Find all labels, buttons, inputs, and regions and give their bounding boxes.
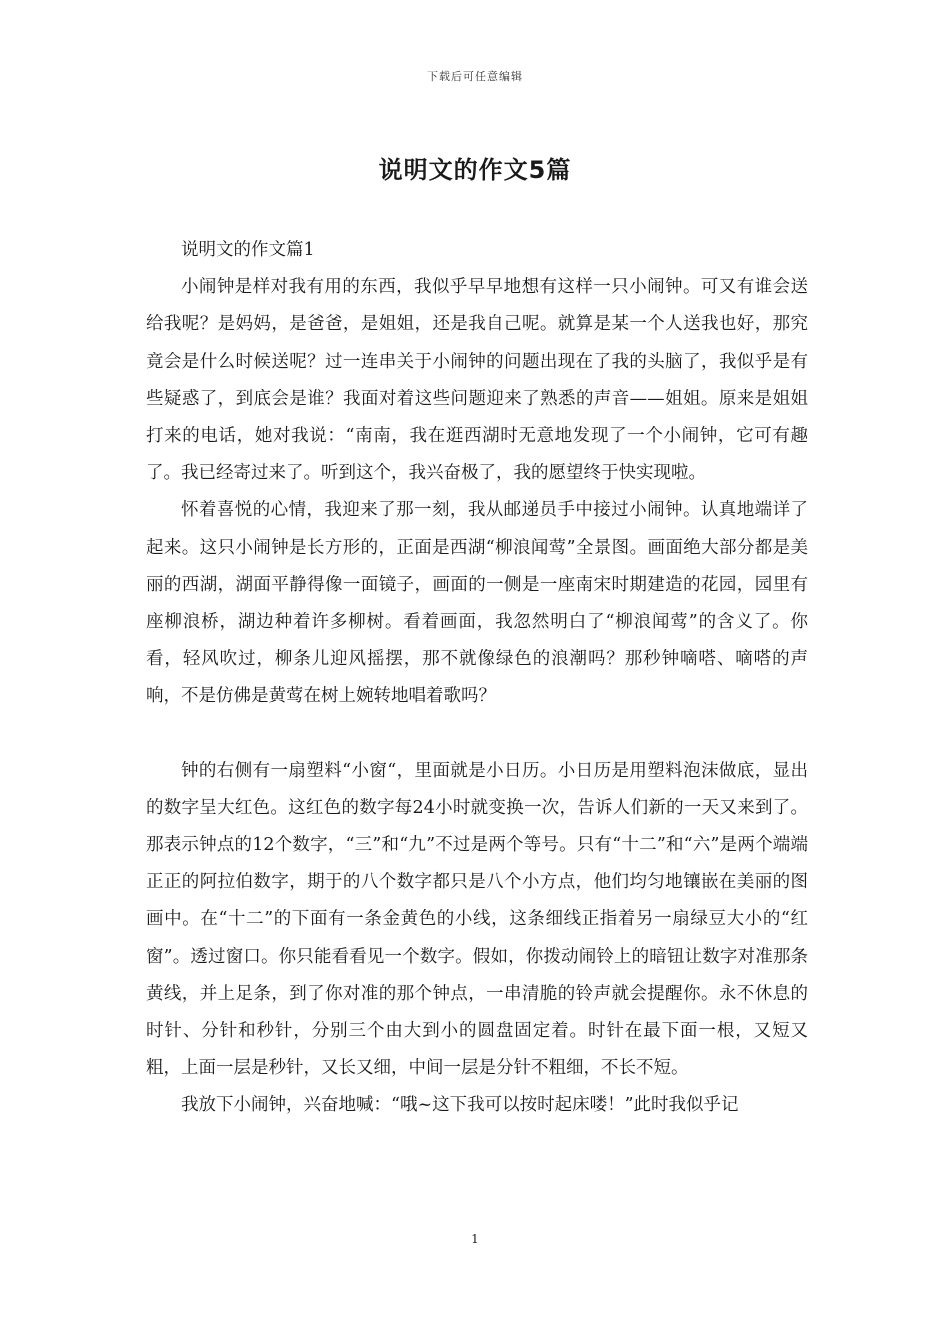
paragraph-1: 小闹钟是样对我有用的东西，我似乎早早地想有这样一只小闹钟。可又有谁会送给我呢？是妈妈，是爸爸，是姐姐，还是我自己呢。就算是某一个人送我也好，那究竟会是什么时候送呢？过一连串关于小闹钟的问题出现在了我的头脑了，我似乎是有些疑惑了，到底会是谁？我面对着这些问题迎来了熟悉的声音——姐姐。原来是姐姐打来的电话，她对我说：“南南，我在逛西湖时无意地发现了一个小闹钟，它可有趣了。我已经寄过来了。听到这个，我兴奋极了，我的愿望终于快实现啦。 (146, 277, 808, 484)
paragraph-gap (146, 716, 808, 753)
document-body (146, 232, 808, 1125)
page-header: 下载后可任意编辑 (427, 70, 523, 83)
paragraph-3: 钟的右侧有一扇塑料“小窗“，里面就是小日历。小日历是用塑料泡沫做底，显出的数字呈大红色。这红色的数字每24小时就变换一次，告诉人们新的一天又来到了。那表示钟点的12个数字，“三”和“九”不过是两个等号。只有“十二”和“六”是两个端端正正的阿拉伯数字，期于的八个数字都只是八个小方点，他们均匀地镶嵌在美丽的图画中。在“十二”的下面有一条金黄色的小线，这条细线正指着另一扇绿豆大小的“红窗”。透过窗口。你只能看看见一个数字。假如，你拨动闹铃上的暗钮让数字对准那条黄线，并上足条，到了你对准的那个钟点，一串清脆的铃声就会提醒你。永不休息的时针、分针和秒针，分别三个由大到小的圆盘固定着。时针在最下面一根，又短又粗，上面一层是秒针，又长又细，中间一层是分针不粗细，不长不短。 (146, 760, 808, 1079)
page-number: 1 (471, 1232, 479, 1246)
section-heading: 说明文的作文篇1 (181, 240, 315, 260)
paragraph-4: 我放下小闹钟，兴奋地喊：“哦~这下我可以按时起床喽！”此时我似乎记 (181, 1095, 739, 1116)
document-title: 说明文的作文5篇 (378, 156, 572, 184)
paragraph-2: 怀着喜悦的心情，我迎来了那一刻，我从邮递员手中接过小闹钟。认真地端详了起来。这只小闹钟是长方形的，正面是西湖“柳浪闻莺”全景图。画面绝大部分都是美丽的西湖，湖面平静得像一面镜子，画面的一侧是一座南宋时期建造的花园，园里有座柳浪桥，湖边种着许多柳树。看着画面，我忽然明白了“柳浪闻莺”的含义了。你看，轻风吹过，柳条儿迎风摇摆，那不就像绿色的浪潮吗？那秒钟嘀嗒、嘀嗒的声响，不是仿佛是黄莺在树上婉转地唱着歌吗？ (146, 500, 808, 707)
